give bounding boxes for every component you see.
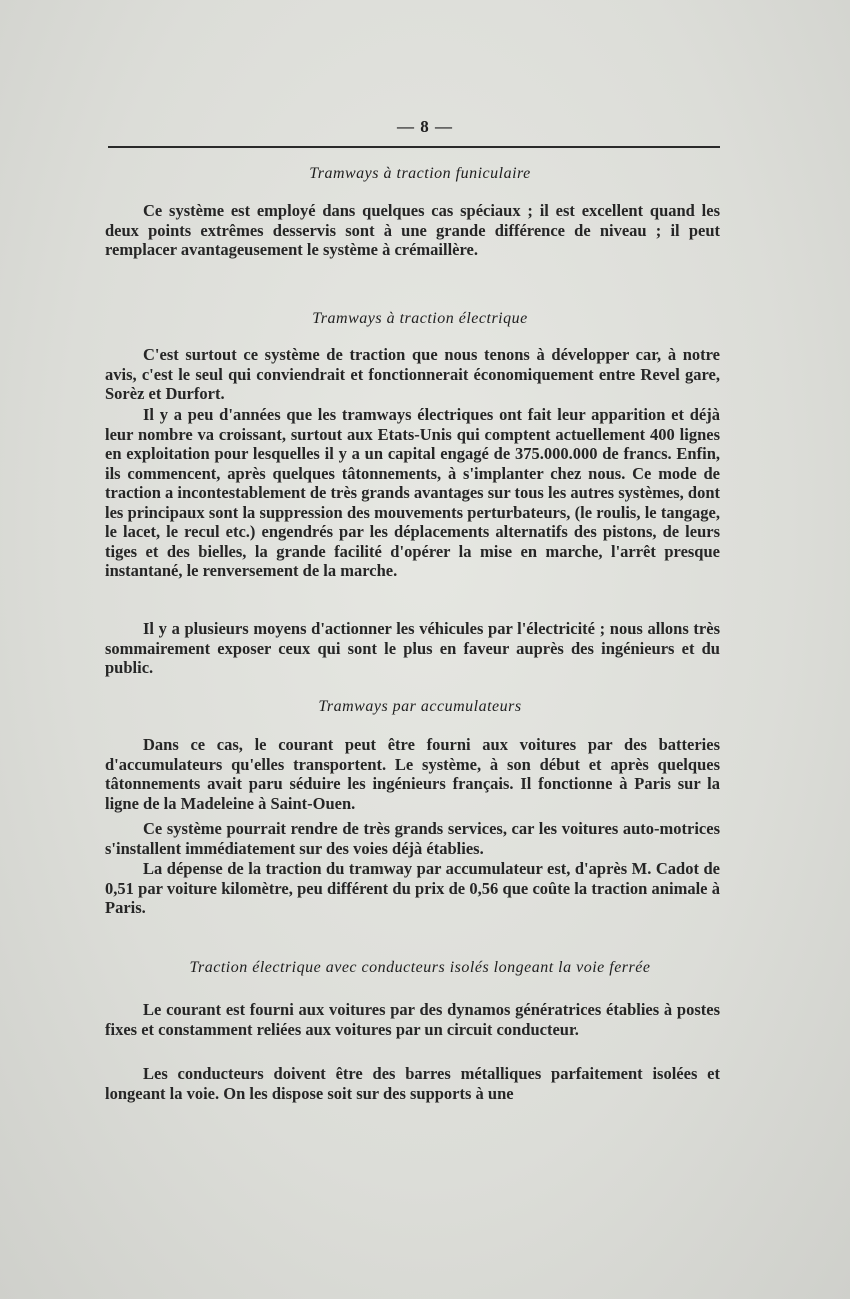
- section-electrique-body-3: [105, 619, 720, 678]
- paragraph: Le courant est fourni aux voitures par des dynamos génératrices établies à postes fixes et constamment reliées aux voitures par un circuit conducteur.: [105, 1000, 720, 1039]
- section-heading-electrique: Tramways à traction électrique: [312, 310, 528, 327]
- section-funiculaire-body: [105, 201, 720, 260]
- section-electrique-body-2: [105, 405, 720, 581]
- section-heading-funiculaire: Tramways à traction funiculaire: [309, 165, 531, 182]
- section-heading-accumulateurs: Tramways par accumulateurs: [318, 698, 522, 715]
- section-conducteurs-body-2: [105, 1064, 720, 1103]
- header-rule: [108, 146, 720, 148]
- page-number: — 8 —: [397, 117, 453, 136]
- paragraph: Ce système pourrait rendre de très grands services, car les voitures auto-motrices s'installent immédiatement sur des voies déjà établies.: [105, 819, 720, 858]
- paragraph: La dépense de la traction du tramway par accumulateur est, d'après M. Cadot de 0,51 par voiture kilomètre, peu différent du prix de 0,56 que coûte la traction animale à Paris.: [105, 859, 720, 917]
- section-heading-conducteurs: Traction électrique avec conducteurs isolés longeant la voie ferrée: [189, 959, 651, 976]
- section-conducteurs-body: [105, 1000, 720, 1039]
- paragraph: Dans ce cas, le courant peut être fourni aux voitures par des batteries d'accumulateurs qu'elles transportent. Le système, à son début et après quelques tâtonnements avait paru séduire les ingénieurs français. Il fonctionne à Paris sur la ligne de la Madeleine à Saint-Ouen.: [105, 735, 720, 813]
- section-accumulateurs-body-3: [105, 859, 720, 918]
- paragraph: Il y a plusieurs moyens d'actionner les véhicules par l'électricité ; nous allons très sommairement exposer ceux qui sont le plus en faveur auprès des ingénieurs et du public.: [105, 619, 720, 677]
- paragraph: Il y a peu d'années que les tramways électriques ont fait leur apparition et déjà leur nombre va croissant, surtout aux Etats-Unis qui comptent actuellement 400 lignes en exploitation pour lesquelles il y a un capital engagé de 375.000.000 de francs. Enfin, ils commencent, après quelques tâtonnements, à s'implanter chez nous. Ce mode de traction a incontestablement de très grands avantages sur tous les autres systèmes, dont les principaux sont la suppression des mouvements perturbateurs, (le roulis, le tangage, le lacet, le recul etc.) engendrés par les déplacements alternatifs des pistons, de leurs tiges et des bielles, la grande facilité d'opérer la mise en marche, l'arrêt presque instantané, le renversement de la marche.: [105, 405, 720, 580]
- paragraph: Les conducteurs doivent être des barres métalliques parfaitement isolées et longeant la voie. On les dispose soit sur des supports à une: [105, 1064, 720, 1103]
- paragraph: Ce système est employé dans quelques cas spéciaux ; il est excellent quand les deux points extrêmes desservis sont à une grande différence de niveau ; il peut remplacer avantageusement le système à crémaillère.: [105, 201, 720, 259]
- paragraph: C'est surtout ce système de traction que nous tenons à développer car, à notre avis, c'est le seul qui conviendrait et fonctionnerait économiquement entre Revel gare, Sorèz et Durfort.: [105, 345, 720, 403]
- section-electrique-body: [105, 345, 720, 404]
- section-accumulateurs-body-2: [105, 819, 720, 858]
- section-accumulateurs-body: [105, 735, 720, 813]
